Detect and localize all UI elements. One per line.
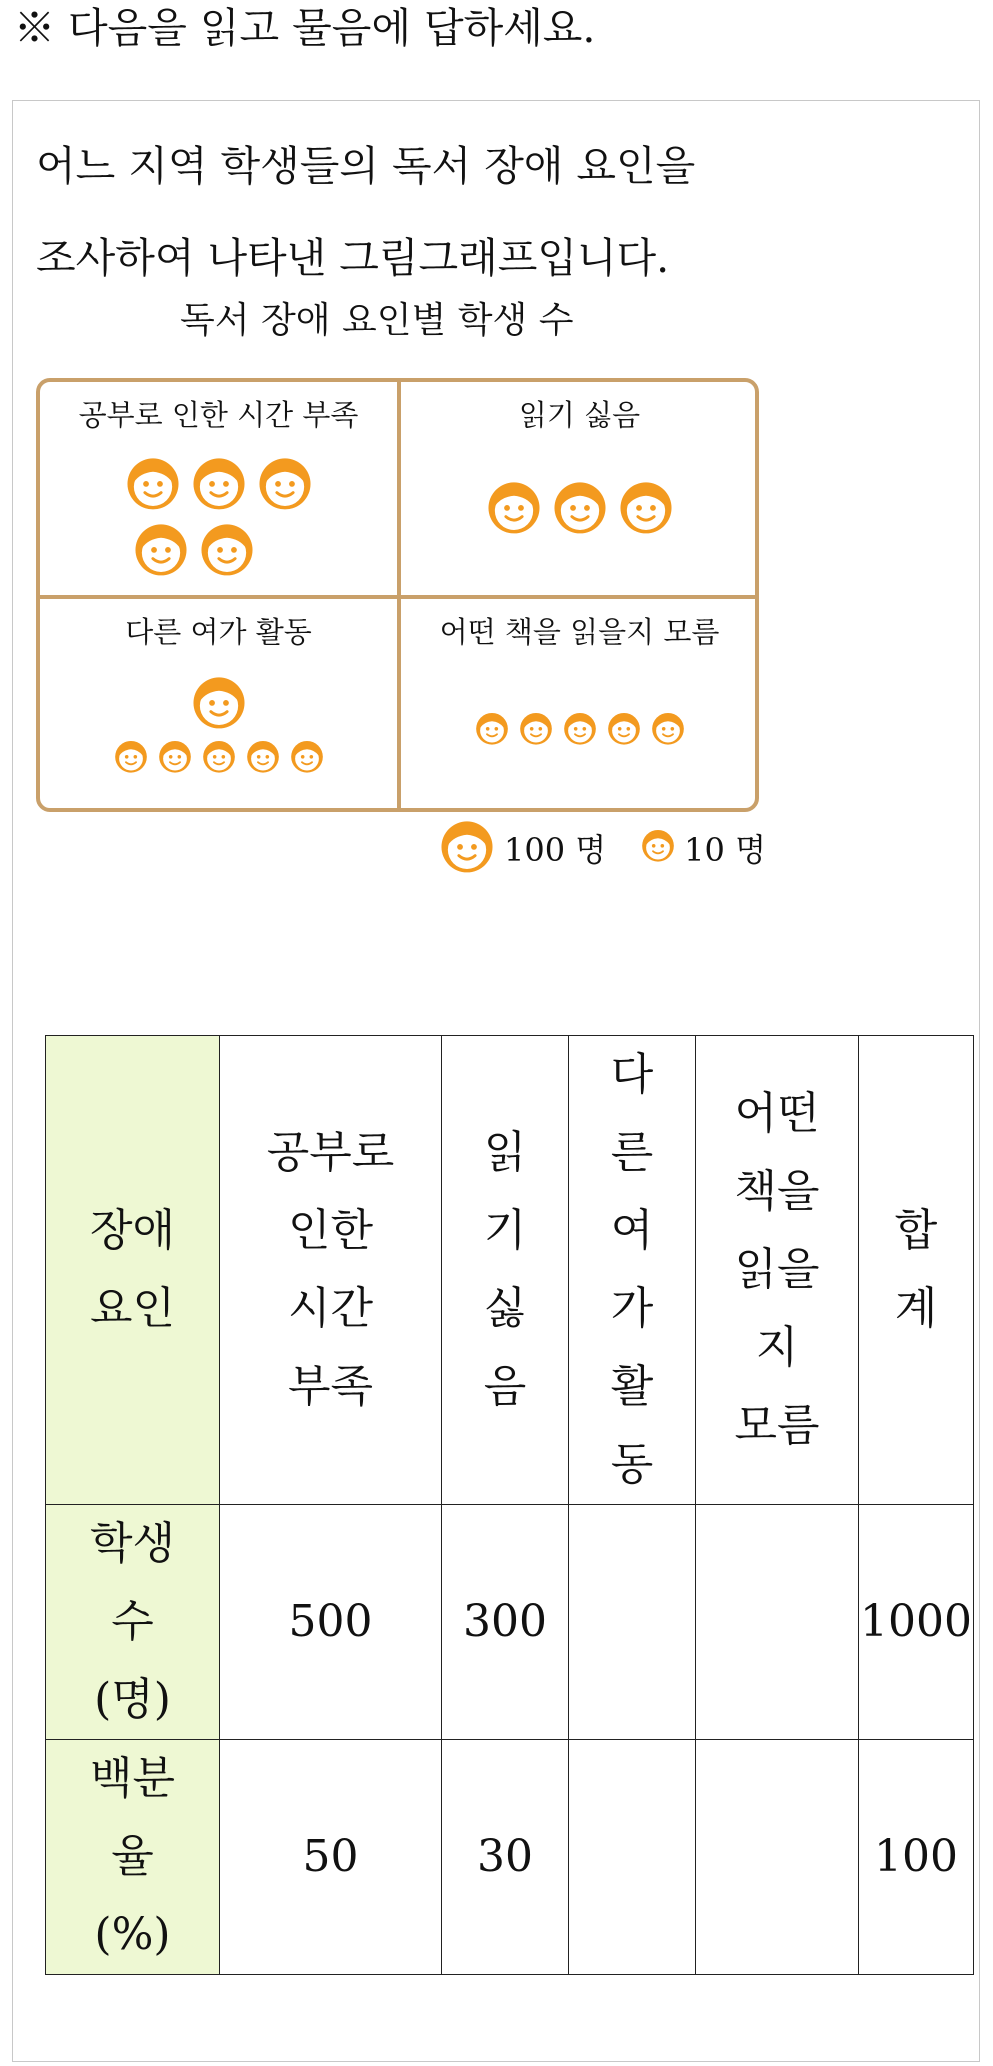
legend-small-label: 10 명 bbox=[684, 831, 766, 869]
cell-label: 공부로 인한 시간 부족 bbox=[78, 398, 359, 432]
face-icon-large bbox=[485, 476, 543, 538]
face-icon-small bbox=[245, 737, 281, 777]
value-cell: 500 bbox=[220, 1505, 442, 1740]
face-icon-small bbox=[640, 826, 676, 870]
face-icon-large bbox=[256, 452, 314, 514]
answer-blank-cell[interactable] bbox=[696, 1740, 859, 1975]
pictograph-cell-leisure bbox=[40, 599, 397, 812]
face-icon-large bbox=[190, 671, 248, 733]
face-icon-small bbox=[289, 737, 325, 777]
face-icon-small bbox=[201, 737, 237, 777]
answer-table bbox=[45, 1035, 974, 1975]
pictograph-title: 독서 장애 요인별 학생 수 bbox=[180, 300, 574, 341]
pictograph-cell-study bbox=[40, 382, 397, 595]
answer-blank-cell[interactable] bbox=[569, 1740, 696, 1975]
pictograph-box bbox=[36, 378, 759, 812]
pictograph-legend bbox=[438, 820, 800, 876]
header-cell-factor: 장애 요인 bbox=[46, 1036, 220, 1505]
intro-line-1: 어느 지역 학생들의 독서 장애 요인을 bbox=[36, 142, 696, 190]
face-icon-small bbox=[606, 709, 642, 749]
header-cell-total: 합 계 bbox=[859, 1036, 974, 1505]
pictograph-cell-unknown-book bbox=[401, 599, 758, 812]
pictograph-cell-dislike bbox=[401, 382, 758, 595]
cell-label: 어떤 책을 읽을지 모름 bbox=[439, 615, 720, 649]
instruction-text: ※ 다음을 읽고 물음에 답하세요. bbox=[14, 4, 596, 52]
face-icon-large bbox=[551, 476, 609, 538]
intro-text bbox=[36, 120, 695, 304]
header-cell-leisure: 다 른 여 가 활 동 bbox=[569, 1036, 696, 1505]
cell-icons bbox=[401, 476, 758, 542]
value-cell: 100 bbox=[859, 1740, 974, 1975]
face-icon-large bbox=[617, 476, 675, 538]
row-label-percent: 백분 율 (%) bbox=[46, 1740, 220, 1975]
face-icon-large bbox=[198, 518, 256, 580]
header-cell-unknown-book: 어떤 책을 읽을 지 모름 bbox=[696, 1036, 859, 1505]
cell-icons bbox=[40, 671, 397, 777]
face-icon-small bbox=[157, 737, 193, 777]
row-label-students: 학생 수 (명) bbox=[46, 1505, 220, 1740]
answer-blank-cell[interactable] bbox=[569, 1505, 696, 1740]
face-icon-small bbox=[650, 709, 686, 749]
table-row-students bbox=[46, 1505, 974, 1740]
value-cell: 50 bbox=[220, 1740, 442, 1975]
answer-blank-cell[interactable] bbox=[696, 1505, 859, 1740]
cell-label: 읽기 싫음 bbox=[518, 398, 641, 432]
cell-label: 다른 여가 활동 bbox=[125, 615, 312, 649]
face-icon-small bbox=[518, 709, 554, 749]
face-icon-small bbox=[562, 709, 598, 749]
value-cell: 1000 bbox=[859, 1505, 974, 1740]
header-cell-dislike: 읽 기 싫 음 bbox=[442, 1036, 569, 1505]
cell-icons bbox=[40, 452, 397, 584]
face-icon-small bbox=[474, 709, 510, 749]
cell-icons bbox=[401, 709, 758, 749]
intro-line-2: 조사하여 나타낸 그림그래프입니다. bbox=[36, 234, 670, 282]
header-cell-study: 공부로 인한 시간 부족 bbox=[220, 1036, 442, 1505]
table-header-row bbox=[46, 1036, 974, 1505]
face-icon-large bbox=[132, 518, 190, 580]
legend-big-label: 100 명 bbox=[504, 831, 607, 869]
table-row-percent bbox=[46, 1740, 974, 1975]
face-icon-large bbox=[124, 452, 182, 514]
face-icon-small bbox=[113, 737, 149, 777]
face-icon-large bbox=[190, 452, 248, 514]
value-cell: 300 bbox=[442, 1505, 569, 1740]
value-cell: 30 bbox=[442, 1740, 569, 1975]
face-icon-large bbox=[438, 815, 496, 881]
